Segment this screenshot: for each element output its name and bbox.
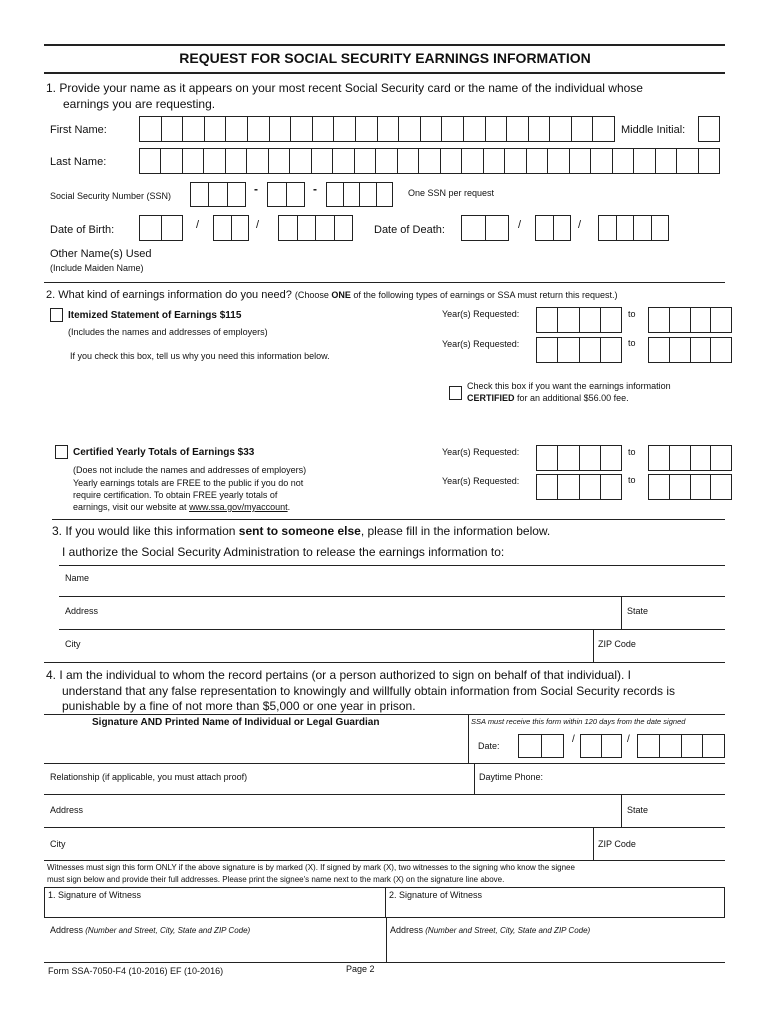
ssn-label: Social Security Number (SSN) (50, 191, 172, 201)
last-name-label: Last Name: (50, 156, 107, 168)
s3-rule-bottom (44, 662, 725, 663)
yearly-note-4 (73, 502, 290, 512)
s4-sig-bottom-rule (44, 763, 725, 764)
dod-label: Date of Death: (374, 224, 445, 236)
s4-rule-relationship (44, 794, 725, 795)
s3-zip-label: ZIP Code (598, 639, 636, 649)
signature-label: Signature AND Printed Name of Individual or Legal Guardian (92, 717, 380, 728)
yearly-note-2: Yearly earnings totals are FREE to the public if you do not (73, 478, 304, 488)
s3-address-divider (621, 597, 622, 629)
s4-rule-city (44, 860, 725, 861)
s1-rule (44, 282, 725, 283)
certify-checkbox[interactable] (449, 386, 462, 400)
s3-rule-name (59, 596, 725, 597)
s4-city-input[interactable] (80, 829, 585, 859)
myaccount-link[interactable]: www.ssa.gov/myaccount (189, 502, 288, 512)
top-rule (44, 44, 725, 46)
maiden-name-note: (Include Maiden Name) (50, 263, 144, 273)
yearly-years-label-2: Year(s) Requested: (442, 476, 520, 486)
itemized-year-to-1[interactable] (648, 307, 732, 333)
form-title: REQUEST FOR SOCIAL SECURITY EARNINGS INFORMATION (179, 50, 591, 66)
itemized-label: Itemized Statement of Earnings $115 (68, 310, 242, 321)
witness-1-address-hint: (Number and Street, City, State and ZIP Code) (83, 926, 251, 935)
yearly-checkbox[interactable] (55, 445, 68, 459)
witness-1-address-word: Address (50, 925, 84, 935)
itemized-note: (Includes the names and addresses of employers) (68, 327, 268, 337)
sign-date-slash-2: / (627, 734, 630, 745)
middle-initial-input[interactable] (698, 116, 720, 142)
certify-certified: CERTIFIED (467, 393, 515, 403)
s3-address-input[interactable] (110, 598, 615, 628)
dob-slash-1: / (196, 219, 200, 231)
s1-line1: 1. Provide your name as it appears on your most recent Social Security card or the name of the individual whose (46, 81, 643, 95)
s1-line2: earnings you are requesting. (63, 97, 216, 111)
middle-initial-label: Middle Initial: (621, 124, 686, 136)
witness-2-address-label (390, 925, 590, 935)
sig-vertical-divider (468, 714, 469, 764)
s4-city-label: City (50, 839, 66, 849)
yearly-note-4-text: earnings, visit our website at (73, 502, 190, 512)
witness-2-address-hint: (Number and Street, City, State and ZIP Code) (423, 926, 591, 935)
ssn-dash-1: - (254, 182, 258, 196)
itemized-to-2: to (628, 338, 636, 348)
s2-question-note-a: (Choose (294, 290, 332, 300)
dob-slash-2: / (256, 219, 260, 231)
sign-date-year-input[interactable] (637, 734, 725, 758)
yearly-label: Certified Yearly Totals of Earnings $33 (73, 447, 255, 458)
witness-2-address-word: Address (390, 925, 424, 935)
first-name-input[interactable] (139, 116, 615, 142)
s4-zip-label: ZIP Code (598, 839, 636, 849)
s3-authorize: I authorize the Social Security Administration to release the earnings information to: (62, 545, 505, 559)
itemized-years-label-2: Year(s) Requested: (442, 339, 520, 349)
s2-question-note-b: of the following types of earnings or SSA must return this request.) (350, 290, 618, 300)
yearly-to-1: to (628, 447, 636, 457)
s3-rule-address (59, 629, 725, 630)
witness-2-signature-input[interactable] (390, 902, 722, 917)
witness-instructions-1: Witnesses must sign this form ONLY if the above signature is by marked (X). If signed by mark (X), two witnesses to the signing who know the signee (47, 863, 575, 872)
sign-date-month-input[interactable] (518, 734, 564, 758)
s4-line2: understand that any false representation to knowingly and willfully obtain information from Social Security records is (62, 684, 675, 698)
yearly-year-from-2[interactable] (536, 474, 622, 500)
s3-city-divider (593, 630, 594, 662)
witness-addr-divider (386, 918, 387, 962)
witness-instructions-2: must sign below and provide their full addresses. Please print the signee's name next to the mark (X) on the signature line above. (47, 875, 505, 884)
yearly-note-3: require certification. To obtain FREE yearly totals of (73, 490, 278, 500)
certify-line1: Check this box if you want the earnings information (467, 381, 671, 391)
witness-2-signature-label: 2. Signature of Witness (389, 890, 483, 900)
relationship-divider (474, 763, 475, 794)
ssn-part1-input[interactable] (190, 182, 246, 207)
sign-date-day-input[interactable] (580, 734, 622, 758)
itemized-checkbox[interactable] (50, 308, 63, 322)
witness-1-signature-input[interactable] (48, 902, 382, 917)
yearly-year-from-1[interactable] (536, 445, 622, 471)
s2-question-one: ONE (331, 290, 351, 300)
s3-city-label: City (65, 639, 81, 649)
yearly-years-label-1: Year(s) Requested: (442, 447, 520, 457)
s2-rule (52, 519, 725, 520)
itemized-years-label-1: Year(s) Requested: (442, 309, 520, 319)
yearly-to-2: to (628, 475, 636, 485)
form-number: Form SSA-7050-F4 (10-2016) EF (10-2016) (48, 966, 224, 976)
certify-fee: for an additional $56.00 fee. (514, 393, 629, 403)
signature-input[interactable] (48, 732, 463, 762)
dob-month-input[interactable] (139, 215, 183, 241)
s4-line3: punishable by a fine of not more than $5,000 or one year in prison. (62, 699, 416, 713)
phone-label: Daytime Phone: (479, 772, 544, 782)
s3-city-input[interactable] (95, 631, 590, 661)
yearly-note-1: (Does not include the names and addresses of employers) (73, 465, 307, 475)
phone-input[interactable] (555, 765, 720, 793)
other-names-label: Other Name(s) Used (50, 248, 152, 260)
s2-question (46, 289, 618, 301)
s4-city-divider (593, 827, 594, 860)
dod-month-input[interactable] (461, 215, 509, 241)
last-name-input[interactable] (139, 148, 720, 174)
itemized-why: If you check this box, tell us why you need this information below. (70, 351, 330, 361)
relationship-input[interactable] (280, 765, 465, 793)
s4-state-label: State (627, 805, 649, 815)
s3-name-input[interactable] (100, 567, 720, 595)
ssn-part3-input[interactable] (326, 182, 393, 207)
s4-rule-address (44, 827, 725, 828)
witness-2-address-input[interactable] (390, 938, 722, 960)
first-name-label: First Name: (50, 124, 107, 136)
s3-question-c: , please fill in the information below. (360, 524, 551, 538)
dod-slash-1: / (518, 219, 522, 231)
witness-1-signature-label: 1. Signature of Witness (48, 890, 142, 900)
witness-1-address-label (50, 925, 250, 935)
yearly-year-to-2[interactable] (648, 474, 732, 500)
one-ssn-note: One SSN per request (408, 188, 495, 198)
relationship-label: Relationship (if applicable, you must attach proof) (50, 772, 248, 782)
s3-question-a: 3. If you would like this information (52, 524, 239, 538)
s3-name-label: Name (65, 573, 90, 583)
s3-address-label: Address (65, 606, 99, 616)
s3-question (52, 524, 550, 538)
s3-question-b: sent to someone else (238, 524, 361, 538)
date-label: Date: (478, 741, 500, 751)
s3-state-label: State (627, 606, 649, 616)
dod-slash-2: / (578, 219, 582, 231)
itemized-reason-input[interactable] (68, 366, 438, 426)
itemized-year-from-1[interactable] (536, 307, 622, 333)
itemized-to-1: to (628, 309, 636, 319)
itemized-year-from-2[interactable] (536, 337, 622, 363)
s2-question-main: 2. What kind of earnings information do you need? (46, 289, 295, 301)
dod-year-input[interactable] (598, 215, 669, 241)
ssn-dash-2: - (313, 182, 317, 196)
s4-address-label: Address (50, 805, 84, 815)
yearly-note-4-period: . (287, 502, 291, 512)
s4-sig-top-rule (44, 714, 725, 715)
witness-1-address-input[interactable] (48, 938, 382, 960)
ssn-part2-input[interactable] (267, 182, 305, 207)
itemized-year-to-2[interactable] (648, 337, 732, 363)
dob-year-input[interactable] (278, 215, 353, 241)
title-rule (44, 72, 725, 74)
s4-line1: 4. I am the individual to whom the record pertains (or a person authorized to sign on behalf of that individual). I (46, 668, 631, 682)
sign-date-slash-1: / (572, 734, 575, 745)
dod-day-input[interactable] (535, 215, 571, 241)
other-names-input[interactable] (160, 246, 720, 276)
dob-day-input[interactable] (213, 215, 249, 241)
s4-address-input[interactable] (95, 796, 615, 826)
certify-line2 (467, 393, 629, 403)
yearly-year-to-1[interactable] (648, 445, 732, 471)
s3-rule-top (59, 565, 725, 566)
page-number: Page 2 (346, 964, 375, 974)
ssa-must-receive-note: SSA must receive this form within 120 days from the date signed (471, 717, 686, 726)
dob-label: Date of Birth: (50, 224, 115, 236)
s4-address-divider (621, 794, 622, 827)
